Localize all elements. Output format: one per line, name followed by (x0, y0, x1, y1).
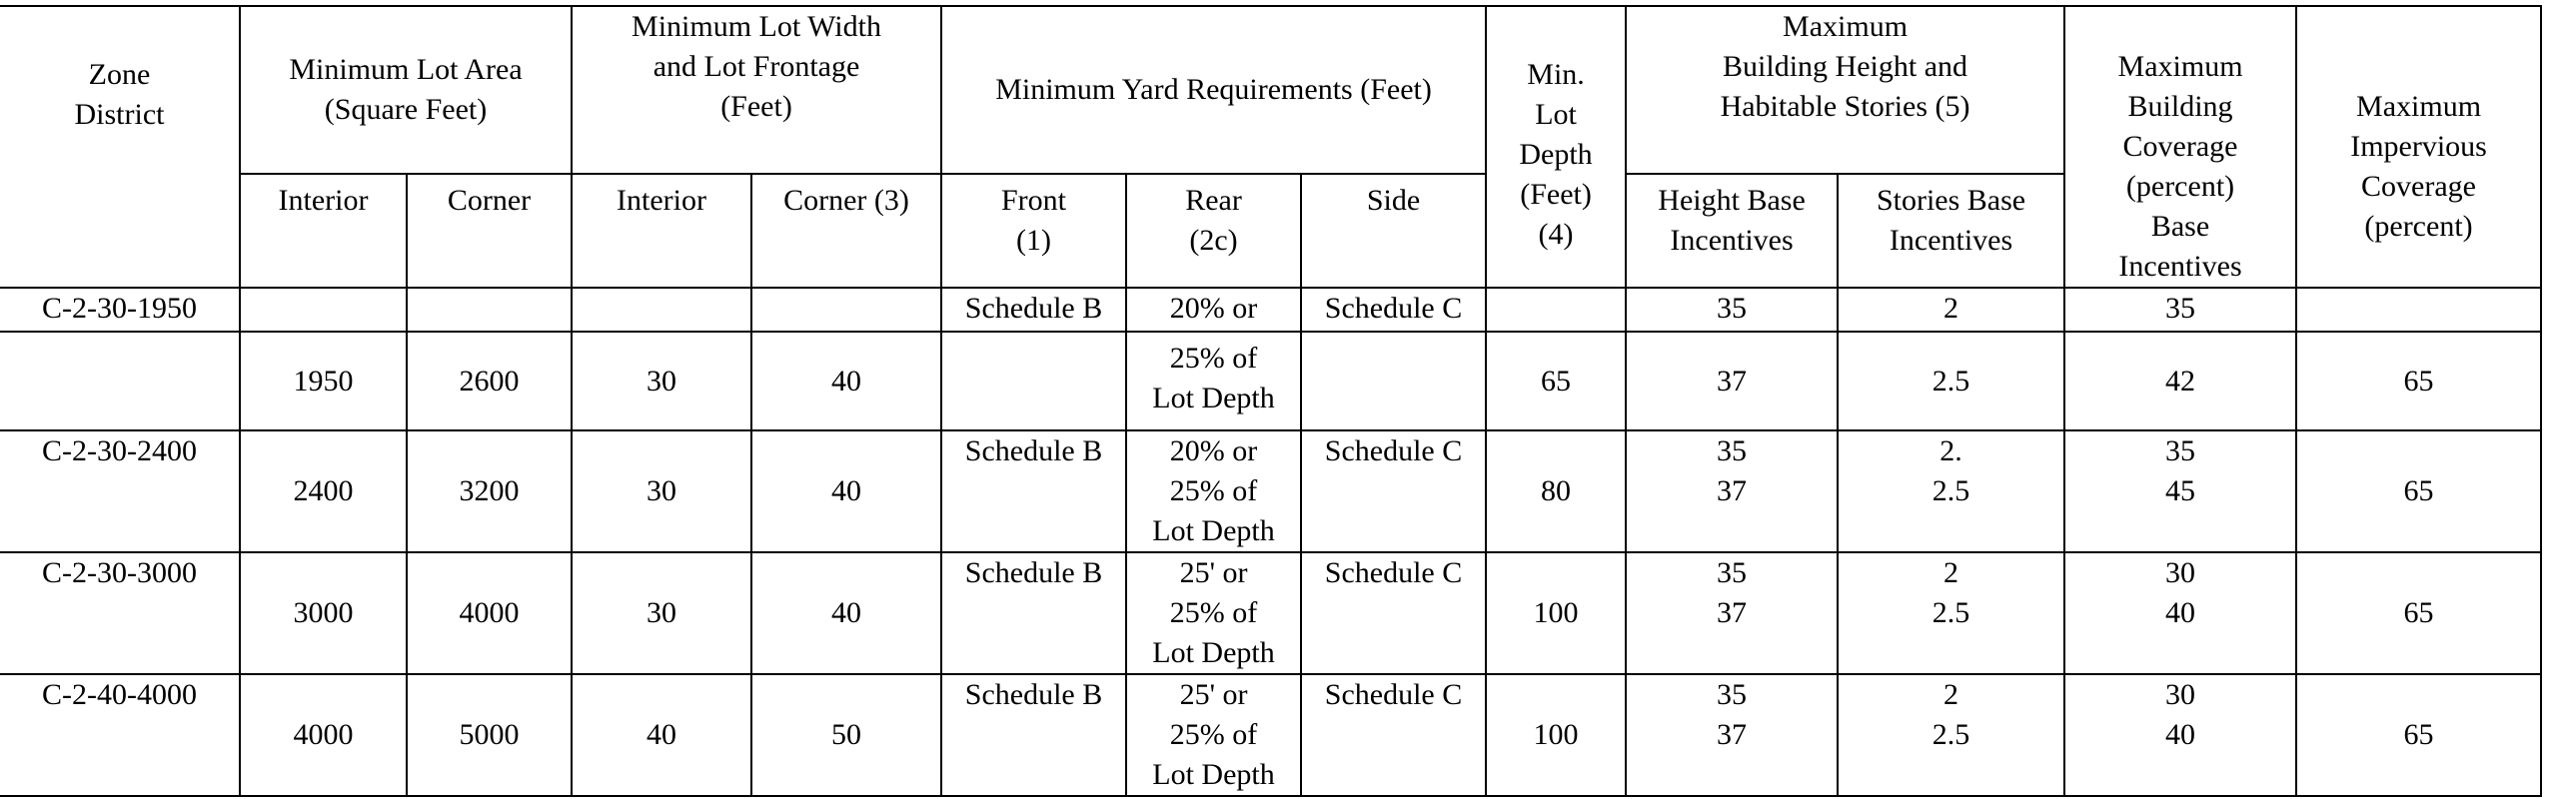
lot-area-interior-cell: 2400 (240, 430, 407, 552)
lot-width-corner-cell: 40 (751, 552, 941, 674)
yard-rear-cell: 25% of Lot Depth (1126, 332, 1301, 430)
lot-depth-cell: 65 (1486, 332, 1626, 430)
yard-front-cell: Schedule B (941, 552, 1126, 674)
header-lot-area-interior: Interior (240, 174, 407, 288)
lot-width-corner-cell (751, 288, 941, 332)
yard-rear-cell: 25' or 25% of Lot Depth (1126, 674, 1301, 796)
height-cell: 35 37 (1626, 674, 1838, 796)
stories-cell: 2.5 (1838, 332, 2064, 430)
header-height-base: Height Base Incentives (1626, 174, 1838, 288)
zone-cell (0, 332, 240, 430)
header-lot-area-corner: Corner (407, 174, 572, 288)
lot-width-interior-cell: 30 (572, 552, 751, 674)
lot-width-interior-cell: 30 (572, 332, 751, 430)
lot-depth-cell (1486, 288, 1626, 332)
lot-area-corner-cell: 4000 (407, 552, 572, 674)
impervious-cell (2296, 288, 2541, 332)
yard-side-cell: Schedule C (1301, 288, 1486, 332)
yard-side-cell (1301, 332, 1486, 430)
lot-width-corner-cell: 40 (751, 332, 941, 430)
header-lot-width-interior: Interior (572, 174, 751, 288)
header-yard-front: Front (1) (941, 174, 1126, 288)
yard-side-cell: Schedule C (1301, 430, 1486, 552)
height-cell: 37 (1626, 332, 1838, 430)
yard-front-cell: Schedule B (941, 288, 1126, 332)
header-zone-district: Zone District (0, 6, 240, 288)
yard-side-cell: Schedule C (1301, 552, 1486, 674)
zoning-requirements-table (0, 5, 2542, 797)
lot-width-interior-cell: 30 (572, 430, 751, 552)
coverage-cell: 35 45 (2064, 430, 2296, 552)
yard-side-cell: Schedule C (1301, 674, 1486, 796)
header-lot-width-corner: Corner (3) (751, 174, 941, 288)
header-yard-side: Side (1301, 174, 1486, 288)
height-cell: 35 37 (1626, 430, 1838, 552)
table-row (0, 288, 2541, 332)
height-cell: 35 37 (1626, 552, 1838, 674)
table-row (0, 332, 2541, 430)
header-stories-base: Stories Base Incentives (1838, 174, 2064, 288)
coverage-cell: 30 40 (2064, 674, 2296, 796)
yard-rear-cell: 25' or 25% of Lot Depth (1126, 552, 1301, 674)
coverage-cell: 35 (2064, 288, 2296, 332)
lot-width-corner-cell: 40 (751, 430, 941, 552)
zone-cell: C-2-40-4000 (0, 674, 240, 796)
yard-front-cell (941, 332, 1126, 430)
header-min-lot-depth: Min. Lot Depth (Feet) (4) (1486, 6, 1626, 288)
impervious-cell: 65 (2296, 674, 2541, 796)
header-min-yard: Minimum Yard Requirements (Feet) (941, 6, 1486, 174)
height-cell: 35 (1626, 288, 1838, 332)
stories-cell: 2 (1838, 288, 2064, 332)
lot-width-corner-cell: 50 (751, 674, 941, 796)
header-max-impervious: Maximum Impervious Coverage (percent) (2296, 6, 2541, 288)
yard-rear-cell: 20% or (1126, 288, 1301, 332)
lot-width-interior-cell: 40 (572, 674, 751, 796)
lot-area-corner-cell: 2600 (407, 332, 572, 430)
zone-cell: C-2-30-2400 (0, 430, 240, 552)
header-min-lot-area: Minimum Lot Area (Square Feet) (240, 6, 572, 174)
lot-area-corner-cell: 5000 (407, 674, 572, 796)
table-row (0, 552, 2541, 674)
lot-area-corner-cell: 3200 (407, 430, 572, 552)
coverage-cell: 30 40 (2064, 552, 2296, 674)
lot-depth-cell: 100 (1486, 552, 1626, 674)
yard-rear-cell: 20% or 25% of Lot Depth (1126, 430, 1301, 552)
coverage-cell: 42 (2064, 332, 2296, 430)
header-min-lot-width: Minimum Lot Width and Lot Frontage (Feet) (572, 6, 941, 174)
table-row (0, 674, 2541, 796)
impervious-cell: 65 (2296, 552, 2541, 674)
stories-cell: 2. 2.5 (1838, 430, 2064, 552)
lot-area-interior-cell: 3000 (240, 552, 407, 674)
zone-cell: C-2-30-1950 (0, 288, 240, 332)
table-row (0, 430, 2541, 552)
lot-area-interior-cell: 1950 (240, 332, 407, 430)
yard-front-cell: Schedule B (941, 430, 1126, 552)
stories-cell: 2 2.5 (1838, 552, 2064, 674)
lot-depth-cell: 100 (1486, 674, 1626, 796)
lot-width-interior-cell (572, 288, 751, 332)
lot-area-interior-cell (240, 288, 407, 332)
lot-depth-cell: 80 (1486, 430, 1626, 552)
header-yard-rear: Rear (2c) (1126, 174, 1301, 288)
yard-front-cell: Schedule B (941, 674, 1126, 796)
stories-cell: 2 2.5 (1838, 674, 2064, 796)
header-max-coverage: Maximum Building Coverage (percent) Base Incentives (2064, 6, 2296, 288)
lot-area-interior-cell: 4000 (240, 674, 407, 796)
impervious-cell: 65 (2296, 332, 2541, 430)
lot-area-corner-cell (407, 288, 572, 332)
zone-cell: C-2-30-3000 (0, 552, 240, 674)
header-max-height: Maximum Building Height and Habitable Stories (5) (1626, 6, 2064, 174)
impervious-cell: 65 (2296, 430, 2541, 552)
